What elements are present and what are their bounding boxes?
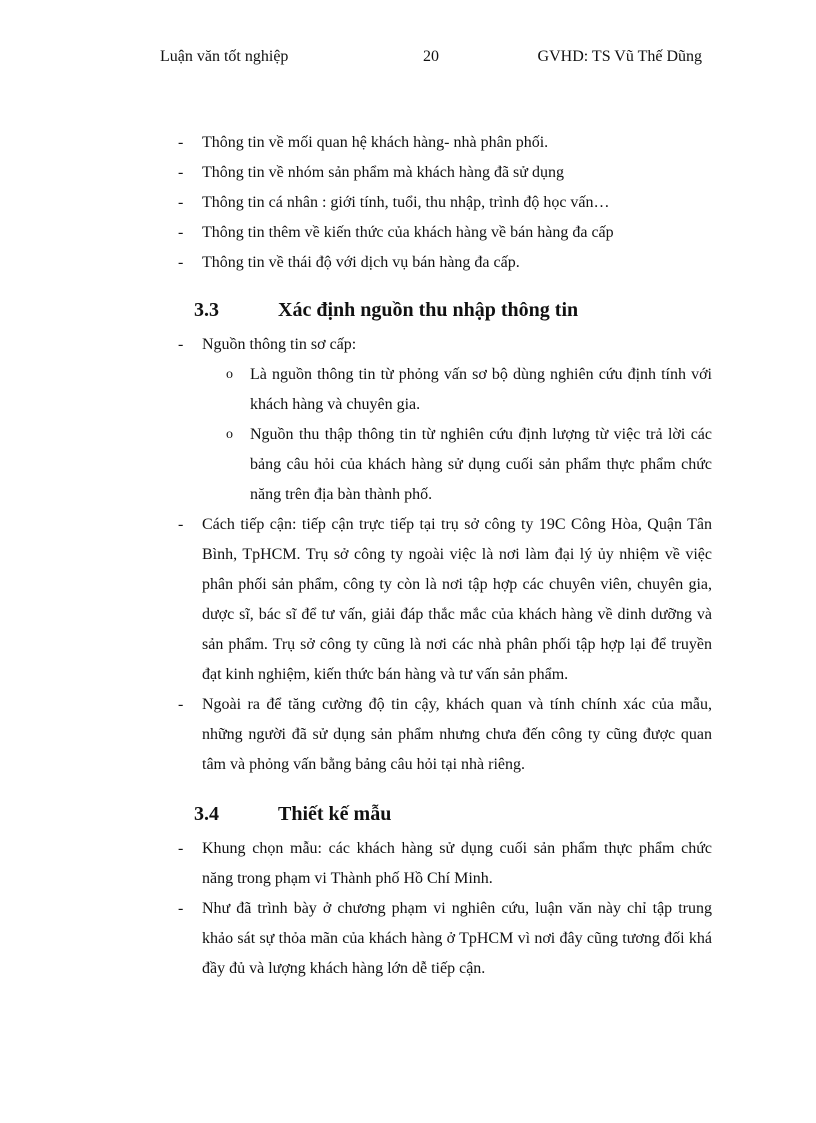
page-number: 20 <box>423 48 439 65</box>
dash-bullet: - <box>178 900 184 917</box>
section-heading-3-3 <box>178 292 712 328</box>
list-item: - Ngoài ra để tăng cường độ tin cậy, khách quan và tính chính xác của mẫu, những người đã sử dụng sản phẩm nhưng chưa đến công ty cũng được quan tâm và phỏng vấn bằng bảng câu hỏi tại nhà riêng. <box>178 690 712 780</box>
sub-list-item: o Nguồn thu thập thông tin từ nghiên cứu định lượng từ việc trả lời các bảng câu hỏi của khách hàng sử dụng cuối sản phẩm thực phẩm chức năng trên địa bàn thành phố. <box>178 420 712 510</box>
dash-bullet: - <box>178 696 184 713</box>
dash-bullet: - <box>178 254 184 271</box>
section-title: Thiết kế mẫu <box>278 803 392 825</box>
circle-bullet: o <box>226 367 233 382</box>
page-body <box>178 128 712 984</box>
header-thesis-label: Luận văn tốt nghiệp <box>160 48 289 65</box>
section-number: 3.4 <box>194 803 219 825</box>
list-item: - Thông tin cá nhân : giới tính, tuổi, thu nhập, trình độ học vấn… <box>178 188 712 218</box>
section-heading-3-4 <box>178 796 712 832</box>
dash-bullet: - <box>178 194 184 211</box>
sub-list-item: o Là nguồn thông tin từ phỏng vấn sơ bộ dùng nghiên cứu định tính với khách hàng và chuyên gia. <box>178 360 712 420</box>
dash-bullet: - <box>178 224 184 241</box>
intro-bullet-list <box>178 128 712 278</box>
dash-bullet: - <box>178 164 184 181</box>
dash-bullet: - <box>178 840 184 857</box>
list-item: - Thông tin về nhóm sản phẩm mà khách hàng đã sử dụng <box>178 158 712 188</box>
header-advisor: GVHD: TS Vũ Thế Dũng <box>537 48 702 65</box>
list-item: - Thông tin về mối quan hệ khách hàng- nhà phân phối. <box>178 128 712 158</box>
dash-bullet: - <box>178 336 184 353</box>
list-item: - Nguồn thông tin sơ cấp: <box>178 330 712 360</box>
section-number: 3.3 <box>194 299 219 321</box>
page-header <box>160 48 702 72</box>
list-item: - Thông tin thêm về kiến thức của khách hàng về bán hàng đa cấp <box>178 218 712 248</box>
section-title: Xác định nguồn thu nhập thông tin <box>278 299 579 321</box>
list-item: - Thông tin về thái độ với dịch vụ bán hàng đa cấp. <box>178 248 712 278</box>
dash-bullet: - <box>178 134 184 151</box>
circle-bullet: o <box>226 427 233 442</box>
list-item: - Khung chọn mẫu: các khách hàng sử dụng cuối sản phẩm thực phẩm chức năng trong phạm vi Thành phố Hồ Chí Minh. <box>178 834 712 894</box>
dash-bullet: - <box>178 516 184 533</box>
list-item: - Như đã trình bày ở chương phạm vi nghiên cứu, luận văn này chỉ tập trung khảo sát sự thỏa mãn của khách hàng ở TpHCM vì nơi đây cũng tương đối khá đầy đủ và lượng khách hàng lớn dễ tiếp cận. <box>178 894 712 984</box>
list-item: - Cách tiếp cận: tiếp cận trực tiếp tại trụ sở công ty 19C Công Hòa, Quận Tân Bình, TpHCM. Trụ sở công ty ngoài việc là nơi làm đại lý ủy nhiệm về việc phân phối sản phẩm, công ty còn là nơi tập hợp các chuyên viên, chuyên gia, dược sĩ, bác sĩ để tư vấn, giải đáp thắc mắc của khách hàng về dinh dưỡng và sản phẩm. Trụ sở công ty cũng là nơi các nhà phân phối tập hợp lại để truyền đạt kinh nghiệm, kiến thức bán hàng và tư vấn sản phẩm. <box>178 510 712 690</box>
